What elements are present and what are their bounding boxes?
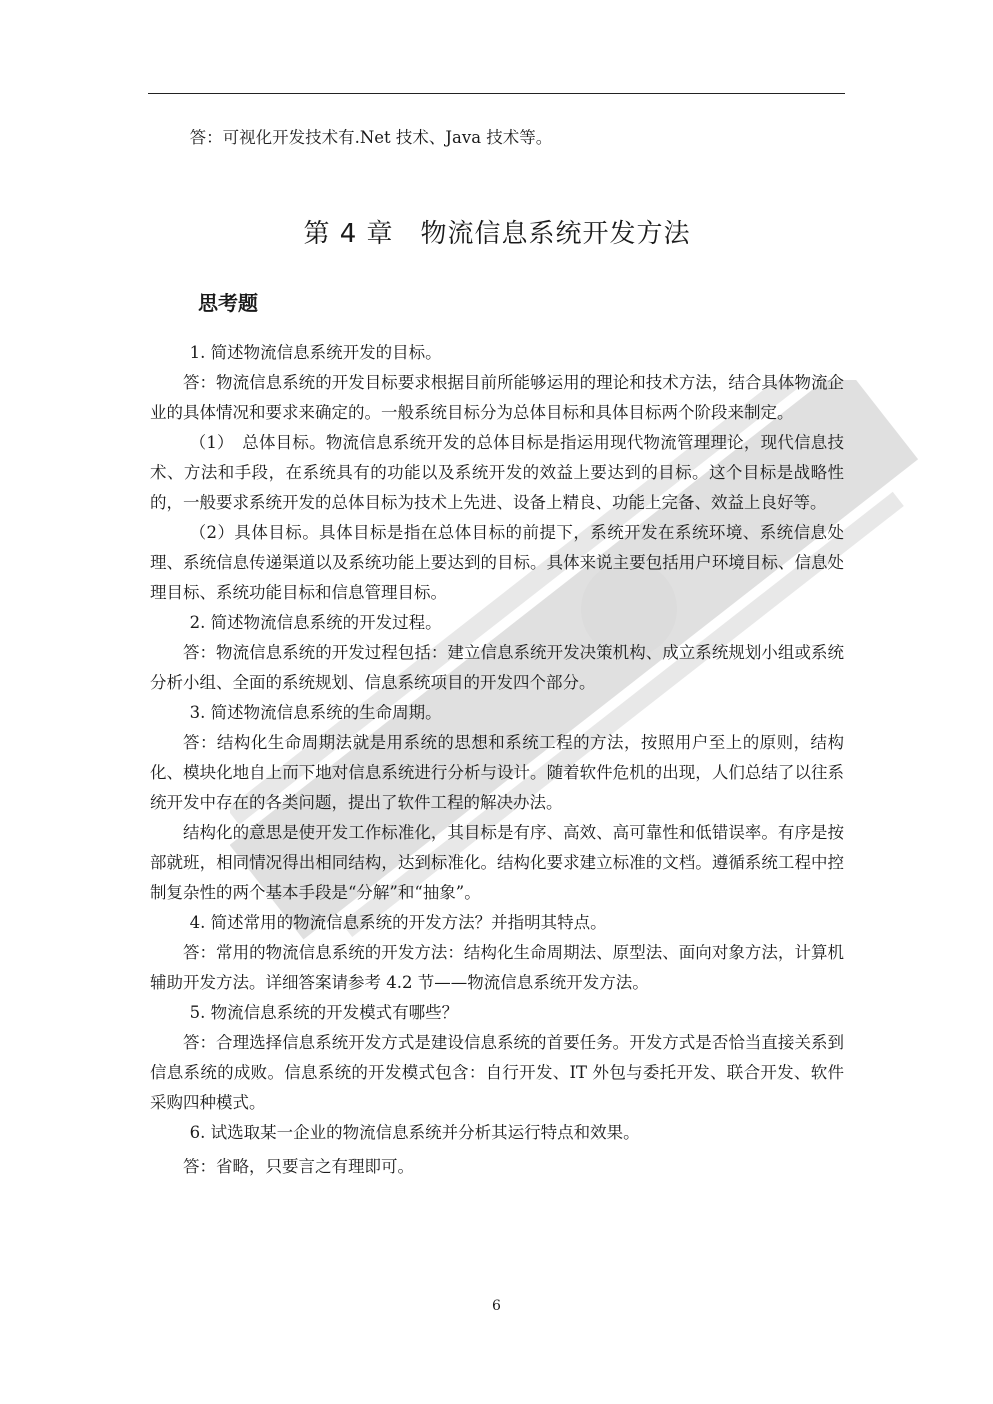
answer-3-paragraph-1: 答：结构化生命周期法就是用系统的思想和系统工程的方法，按照用户至上的原则，结构化、模块化地自上而下地对信息系统进行分析与设计。随着软件危机的出现，人们总结了以往系统开发中存在的各类问题，提出了软件工程的解决办法。	[150, 733, 844, 812]
answer-4-paragraph-1: 答：常用的物流信息系统的开发方法：结构化生命周期法、原型法、面向对象方法，计算机辅助开发方法。详细答案请参考 4.2 节——物流信息系统开发方法。	[150, 943, 844, 992]
previous-answer: 答：可视化开发技术有.Net 技术、Java 技术等。	[189, 128, 553, 147]
answer-3-paragraph-2: 结构化的意思是使开发工作标准化，其目标是有序、高效、高可靠性和低错误率。有序是按部就班，相同情况得出相同结构，达到标准化。结构化要求建立标准的文档。遵循系统工程中控制复杂性的两个基本手段是“分解”和“抽象”。	[150, 823, 844, 902]
answer-1-paragraph-1: 答：物流信息系统的开发目标要求根据目前所能够运用的理论和技术方法，结合具体物流企业的具体情况和要求来确定的。一般系统目标分为总体目标和具体目标两个阶段来制定。	[150, 373, 844, 422]
question-6: 6. 试选取某一企业的物流信息系统并分析其运行特点和效果。	[189, 1123, 640, 1142]
answer-6-paragraph-1: 答：省略，只要言之有理即可。	[183, 1157, 414, 1176]
chapter-title: 第 4 章 物流信息系统开发方法	[303, 219, 691, 249]
question-3: 3. 简述物流信息系统的生命周期。	[189, 703, 442, 722]
answer-5-paragraph-1: 答：合理选择信息系统开发方式是建设信息系统的首要任务。开发方式是否恰当直接关系到信息系统的成败。信息系统的开发模式包含：自行开发、IT 外包与委托开发、联合开发、软件采购四种模式。	[150, 1033, 844, 1112]
page-number: 6	[492, 1298, 501, 1314]
answer-2-paragraph-1: 答：物流信息系统的开发过程包括：建立信息系统开发决策机构、成立系统规划小组或系统分析小组、全面的系统规划、信息系统项目的开发四个部分。	[150, 643, 844, 692]
page-content	[150, 122, 844, 1182]
section-title: 思考题	[198, 291, 258, 315]
question-1: 1. 简述物流信息系统开发的目标。	[189, 343, 442, 362]
question-5: 5. 物流信息系统的开发模式有哪些？	[189, 1003, 459, 1022]
question-4: 4. 简述常用的物流信息系统的开发方法？并指明其特点。	[189, 913, 607, 932]
answer-1-paragraph-3: （2）具体目标。具体目标是指在总体目标的前提下，系统开发在系统环境、系统信息处理、系统信息传递渠道以及系统功能上要达到的目标。具体来说主要包括用户环境目标、信息处理目标、系统功能目标和信息管理目标。	[150, 523, 844, 602]
header-rule	[148, 93, 845, 94]
question-list	[150, 338, 844, 1182]
question-2: 2. 简述物流信息系统的开发过程。	[189, 613, 442, 632]
answer-1-paragraph-2: （1） 总体目标。物流信息系统开发的总体目标是指运用现代物流管理理论，现代信息技术、方法和手段，在系统具有的功能以及系统开发的效益上要达到的目标。这个目标是战略性的，一般要求系统开发的总体目标为技术上先进、设备上精良、功能上完备、效益上良好等。	[150, 433, 844, 512]
